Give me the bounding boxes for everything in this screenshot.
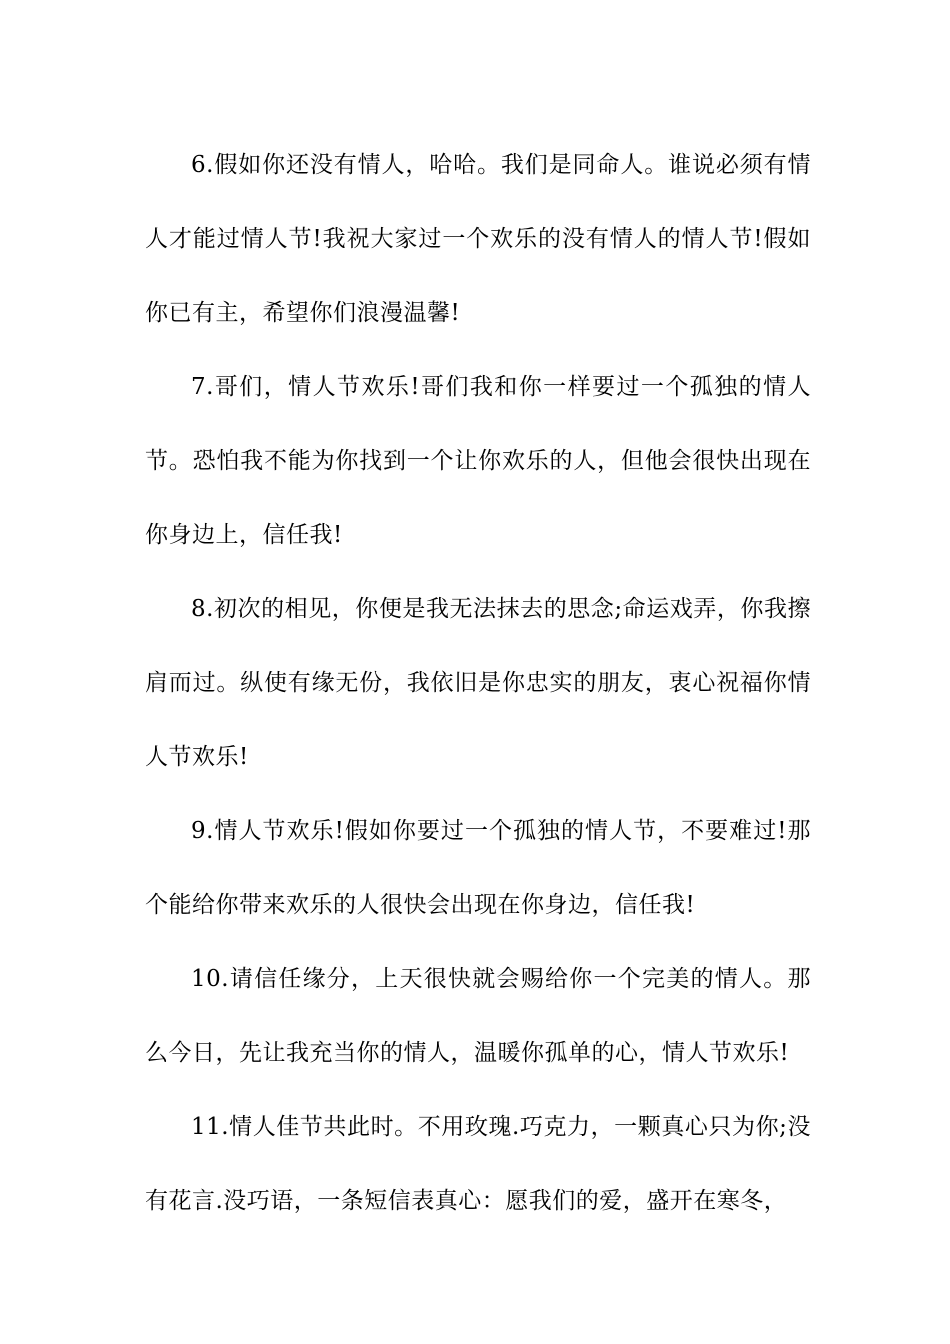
paragraph-6: 6.假如你还没有情人，哈哈。我们是同命人。谁说必须有情人才能过情人节!我祝大家过一个欢乐的没有情人的情人节!假如你已有主，希望你们浪漫温馨!	[145, 152, 811, 326]
paragraph-7: 7.哥们，情人节欢乐!哥们我和你一样要过一个孤独的情人节。恐怕我不能为你找到一个让你欢乐的人，但他会很快出现在你身边上，信任我!	[145, 374, 811, 548]
paragraph-8: 8.初次的相见，你便是我无法抹去的思念;命运戏弄，你我擦肩而过。纵使有缘无份，我依旧是你忠实的朋友，衷心祝福你情人节欢乐!	[145, 596, 811, 770]
paragraph-9: 9.情人节欢乐!假如你要过一个孤独的情人节，不要难过!那个能给你带来欢乐的人很快会出现在你身边，信任我!	[145, 818, 811, 918]
paragraph-11: 11.情人佳节共此时。不用玫瑰.巧克力，一颗真心只为你;没有花言.没巧语，一条短信表真心：愿我们的爱，盛开在寒冬，	[145, 1114, 811, 1214]
paragraph-10: 10.请信任缘分，上天很快就会赐给你一个完美的情人。那么今日，先让我充当你的情人，温暖你孤单的心，情人节欢乐!	[145, 966, 811, 1066]
document-body	[145, 128, 811, 1238]
